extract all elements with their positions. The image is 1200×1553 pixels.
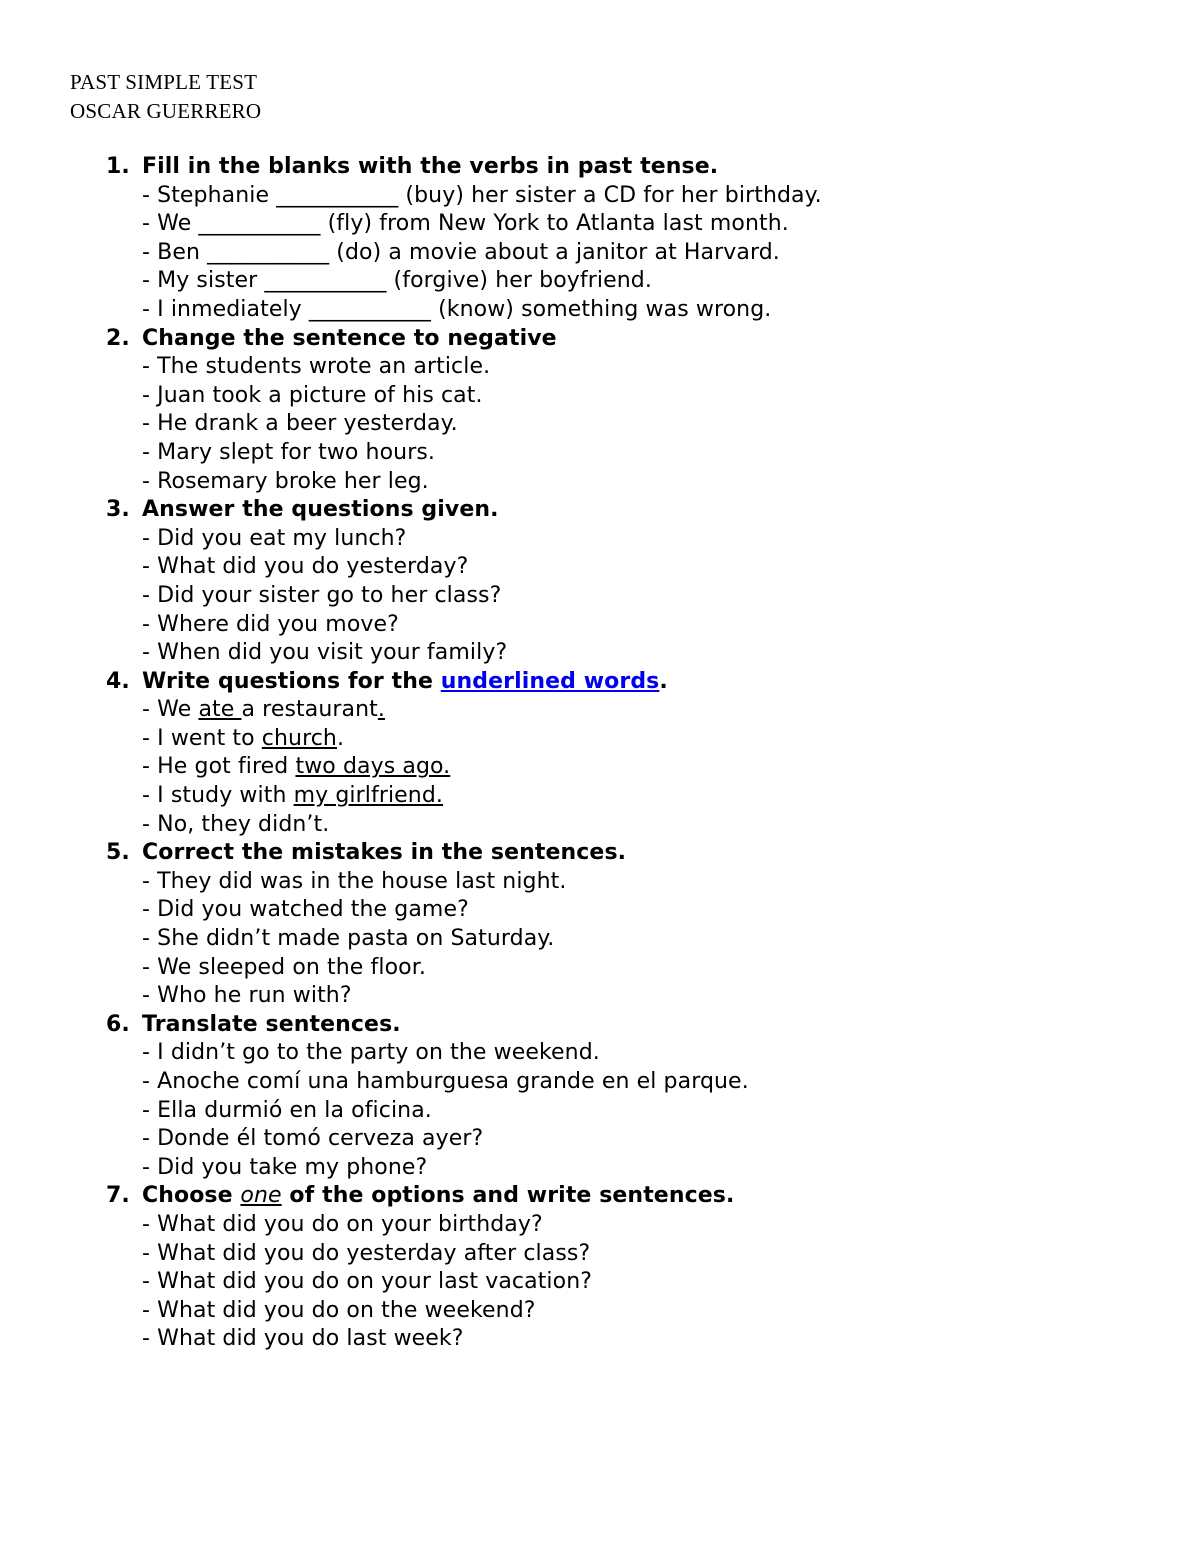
test-body — [106, 153, 822, 1354]
question-3-title — [106, 496, 822, 525]
question-4-item — [106, 753, 822, 782]
emphasized-word: one — [240, 1183, 282, 1209]
question-7-item: - What did you do last week? — [142, 1326, 464, 1352]
question-number: 3. — [106, 497, 130, 523]
question-text: Change the sentence to negative — [142, 325, 557, 351]
question-3-item: - What did you do yesterday? — [142, 554, 469, 580]
item-text: . — [336, 725, 345, 751]
question-number: 1. — [106, 154, 130, 179]
question-4-item — [106, 696, 822, 725]
question-5-title — [106, 839, 822, 868]
question-text: Write questions for the — [142, 668, 441, 694]
question-4-item — [106, 782, 822, 811]
question-1-title — [106, 153, 822, 182]
question-7-item: - What did you do on your last vacation? — [142, 1269, 593, 1295]
question-6-item: - Donde él tomó cerveza ayer? — [142, 1126, 484, 1152]
question-6-title — [106, 1011, 822, 1040]
question-7-title — [106, 1182, 822, 1211]
item-text: - He got fired — [142, 754, 296, 780]
underlined-words-link[interactable]: underlined words — [440, 668, 660, 694]
question-6-item: - Anoche comí una hamburguesa grande en el parque. — [142, 1069, 749, 1094]
underlined-word: my girlfriend. — [293, 783, 444, 809]
question-5-item: - She didn’t made pasta on Saturday. — [142, 926, 555, 952]
question-6-item: - Ella durmió en la oficina. — [142, 1097, 432, 1123]
question-number: 6. — [106, 1011, 130, 1037]
question-text: Correct the mistakes in the sentences. — [142, 840, 627, 866]
question-2-item: - Rosemary broke her leg. — [142, 468, 429, 494]
question-1-item: - I inmediately ___________ (know) something was wrong. — [142, 296, 772, 322]
test-title: PAST SIMPLE TEST — [70, 70, 258, 94]
question-5-item: - They did was in the house last night. — [142, 868, 567, 894]
question-number: 5. — [106, 840, 130, 866]
author-name: OSCAR GUERRERO — [70, 99, 262, 123]
document-header — [70, 68, 261, 126]
question-number: 7. — [106, 1183, 130, 1209]
question-2-item: - The students wrote an article. — [142, 354, 491, 380]
question-text: Choose — [142, 1183, 241, 1209]
underlined-word: ate — [198, 697, 242, 723]
question-7-item: - What did you do yesterday after class? — [142, 1240, 591, 1266]
question-5-item: - We sleeped on the floor. — [142, 954, 426, 980]
question-1-item: - Stephanie ___________ (buy) her sister a CD for her birthday. — [142, 182, 822, 208]
question-text-end: . — [659, 668, 668, 694]
item-text: - I study with — [142, 783, 294, 809]
question-number: 4. — [106, 668, 130, 694]
question-5-item: - Did you watched the game? — [142, 897, 469, 923]
question-6-item: - Did you take my phone? — [142, 1154, 428, 1180]
question-3-item: - Did your sister go to her class? — [142, 582, 502, 608]
question-text: Answer the questions given. — [142, 497, 499, 523]
item-text: - We — [142, 697, 199, 723]
question-text-end: of the options and write sentences. — [281, 1183, 735, 1209]
underlined-word: two days ago. — [295, 754, 451, 780]
question-6-item: - I didn’t go to the party on the weekend. — [142, 1040, 600, 1066]
question-1-item: - My sister ___________ (forgive) her boyfriend. — [142, 268, 652, 294]
question-7-item: - What did you do on the weekend? — [142, 1297, 536, 1323]
question-number: 2. — [106, 325, 130, 351]
item-text: - I went to — [142, 725, 262, 751]
question-2-title — [106, 325, 822, 354]
question-text: Translate sentences. — [142, 1011, 401, 1037]
question-1-item: - We ___________ (fly) from New York to Atlanta last month. — [142, 211, 789, 237]
question-3-item: - When did you visit your family? — [142, 640, 508, 666]
question-2-item: - Mary slept for two hours. — [142, 439, 436, 465]
question-3-item: - Where did you move? — [142, 611, 399, 637]
question-5-item: - Who he run with? — [142, 983, 352, 1009]
underlined-word: church — [261, 725, 337, 751]
question-text: Fill in the blanks with the verbs in past tense. — [142, 154, 719, 179]
question-2-item: - Juan took a picture of his cat. — [142, 382, 483, 408]
question-2-item: - He drank a beer yesterday. — [142, 411, 458, 437]
underlined-word: . — [377, 697, 385, 723]
question-4-title — [106, 668, 822, 697]
question-4-item: - No, they didn’t. — [142, 811, 330, 837]
item-text: a restaurant — [241, 697, 378, 723]
question-1-item: - Ben ___________ (do) a movie about a janitor at Harvard. — [142, 239, 780, 265]
question-7-item: - What did you do on your birthday? — [142, 1211, 543, 1237]
question-3-item: - Did you eat my lunch? — [142, 525, 407, 551]
question-4-item — [106, 725, 822, 754]
